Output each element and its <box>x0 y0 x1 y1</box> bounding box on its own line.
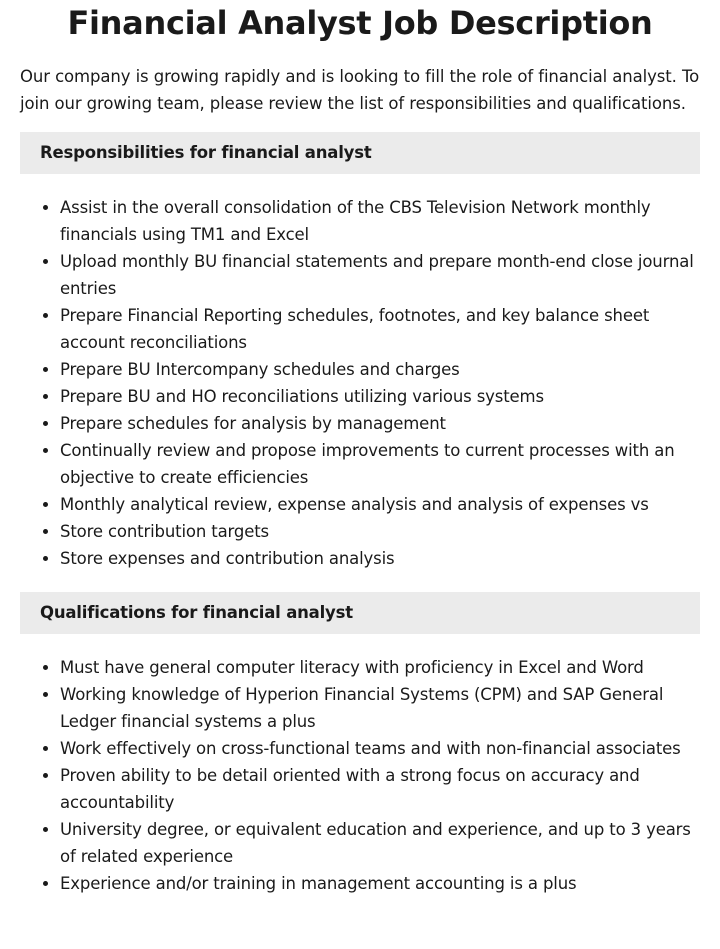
list-item: • Continually review and propose improvements to current processes with an objective to create efficiencies <box>60 437 700 491</box>
list-item: • Working knowledge of Hyperion Financial Systems (CPM) and SAP General Ledger financial systems a plus <box>60 681 700 735</box>
list-item: • Experience and/or training in management accounting is a plus <box>60 870 700 897</box>
list-item: • Store contribution targets <box>60 518 700 545</box>
list-item: • Prepare Financial Reporting schedules, footnotes, and key balance sheet account reconciliations <box>60 302 700 356</box>
list-item: • Prepare schedules for analysis by management <box>60 410 700 437</box>
list-item: • Prepare BU Intercompany schedules and charges <box>60 356 700 383</box>
list-item: • Upload monthly BU financial statements and prepare month-end close journal entries <box>60 248 700 302</box>
list-item: • Proven ability to be detail oriented with a strong focus on accuracy and accountability <box>60 762 700 816</box>
list-item: • Prepare BU and HO reconciliations utilizing various systems <box>60 383 700 410</box>
responsibilities-heading: Responsibilities for financial analyst <box>20 132 700 174</box>
list-item: • Monthly analytical review, expense analysis and analysis of expenses vs <box>60 491 700 518</box>
list-item: • Store expenses and contribution analysis <box>60 545 700 572</box>
list-item: • Assist in the overall consolidation of the CBS Television Network monthly financials using TM1 and Excel <box>60 194 700 248</box>
qualifications-list <box>20 654 700 897</box>
qualifications-heading: Qualifications for financial analyst <box>20 592 700 634</box>
page-title: Financial Analyst Job Description <box>67 4 653 42</box>
intro-paragraph: Our company is growing rapidly and is looking to fill the role of financial analyst. To join our growing team, please review the list of responsibilities and qualifications. <box>20 67 700 113</box>
list-item: • Work effectively on cross-functional teams and with non-financial associates <box>60 735 700 762</box>
responsibilities-list <box>20 194 700 572</box>
list-item: • University degree, or equivalent education and experience, and up to 3 years of related experience <box>60 816 700 870</box>
list-item: • Must have general computer literacy with proficiency in Excel and Word <box>60 654 700 681</box>
